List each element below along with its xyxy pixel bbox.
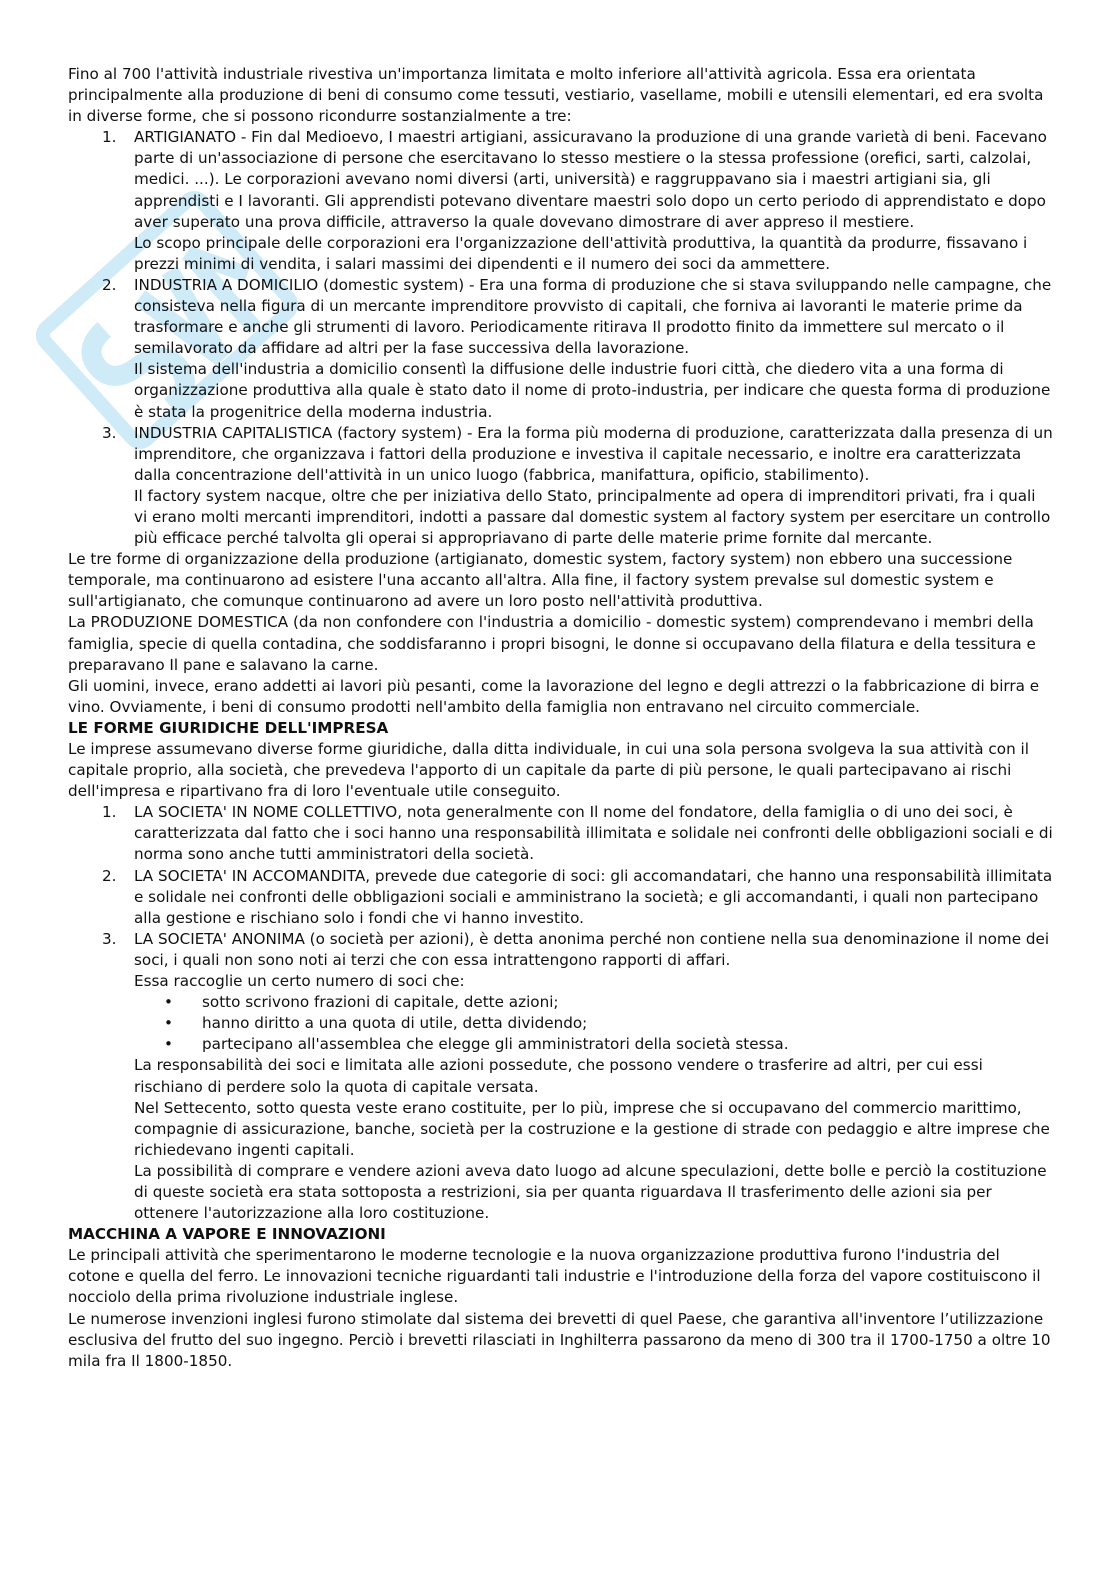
list-number: 3. bbox=[102, 929, 117, 948]
company-paragraph: LA SOCIETA' IN NOME COLLETTIVO, nota generalmente con Il nome del fondatore, della famiglia o di uno dei soci, è caratterizzata dal fatto che i soci hanno una responsabilità illimitata e solidale nei confronti delle obbligazioni sociali e di norma sono anche tutti amministratori della società. bbox=[134, 803, 1053, 864]
form-paragraph: Lo scopo principale delle corporazioni era l'organizzazione dell'attività produttiva, la quantità da produrre, fissavano i prezzi minimi di vendita, i salari massimi dei dipendenti e il numero dei soci da ammettere. bbox=[134, 233, 1028, 273]
company-type-item bbox=[68, 866, 1053, 929]
list-number: 3. bbox=[102, 423, 117, 442]
legal-intro-paragraph: Le imprese assumevano diverse forme giuridiche, dalla ditta individuale, in cui una sola persona svolgeva la sua attività con il capitale proprio, alla società, che prevedeva l'apporto di un capitale da parte di più persone, le quali partecipavano ai rischi dell'impresa e ripartivano fra di loro l'eventuale utile conseguito. bbox=[68, 740, 1029, 801]
body-paragraph: Le principali attività che sperimentarono le moderne tecnologie e la nuova organizzazione produttiva furono l'industria del cotone e quella del ferro. Le innovazioni tecniche riguardanti tali industrie e l'introduzione della forza del vapore costituiscono il nocciolo della prima rivoluzione industriale inglese. bbox=[68, 1246, 1041, 1307]
form-paragraph: Il sistema dell'industria a domicilio consentì la diffusione delle industrie fuori città, che diedero vita a una forma di organizzazione produttiva alla quale è stato dato il nome di proto-industria, per indicare che questa forma di produzione è stata la progenitrice della moderna industria. bbox=[134, 360, 1051, 421]
body-paragraph: Le tre forme di organizzazione della produzione (artigianato, domestic system, factory system) non ebbero una successione temporale, ma continuarono ad esistere l'una accanto all'altra. Alla fine, il factory system prevalse sul domestic system e sull'artigianato, che comunque continuarono ad avere un loro posto nell'attività produttiva. bbox=[68, 550, 1013, 611]
bullet-icon: • bbox=[164, 993, 173, 1012]
company-types-list bbox=[68, 802, 1053, 1224]
production-form-item bbox=[68, 275, 1053, 423]
list-number: 2. bbox=[102, 866, 117, 885]
company-paragraph: La responsabilità dei soci e limitata alle azioni possedute, che possono vendere o trasferire ad altri, per cui essi rischiano di perdere solo la quota di capitale versata. bbox=[134, 1056, 983, 1096]
body-paragraph: Le numerose invenzioni inglesi furono stimolate dal sistema dei brevetti di quel Paese, che garantiva all'inventore l’utilizzazione esclusiva del frutto del suo ingegno. Perciò i brevetti rilasciati in Inghilterra passarono da meno di 300 tra il 1700-1750 a oltre 10 mila fra Il 1800-1850. bbox=[68, 1309, 1051, 1370]
production-forms-list bbox=[68, 127, 1053, 549]
bullet-icon: • bbox=[164, 1014, 173, 1033]
section-heading-legal-forms: LE FORME GIURIDICHE DELL'IMPRESA bbox=[68, 718, 389, 737]
company-lead: Essa raccoglie un certo numero di soci che: bbox=[134, 972, 465, 991]
section-heading-steam-engine: MACCHINA A VAPORE E INNOVAZIONI bbox=[68, 1225, 386, 1244]
bullet-item bbox=[134, 992, 1053, 1013]
list-number: 1. bbox=[102, 803, 117, 822]
shareholder-rights-list bbox=[134, 992, 1053, 1055]
bullet-text: hanno diritto a una quota di utile, detta dividendo; bbox=[202, 1014, 588, 1033]
bullet-item bbox=[134, 1034, 1053, 1055]
production-form-item bbox=[68, 127, 1053, 275]
form-paragraph: Il factory system nacque, oltre che per iniziativa dello Stato, principalmente ad opera di imprenditori privati, fra i quali vi erano molti mercanti imprenditori, indotti a passare dal domestic system al factory system per esercitare un controllo più efficace perché talvolta gli operai si appropriavano di parte delle materie prime fornite dal mercante. bbox=[134, 486, 1051, 548]
form-paragraph: ARTIGIANATO - Fin dal Medioevo, I maestri artigiani, assicuravano la produzione di una grande varietà di beni. Facevano parte di un'associazione di persone che esercitavano lo stesso mestiere o la stessa professione (orefici, sarti, calzolai, medici. ...). Le corporazioni avevano nomi diversi (arti, università) e raggruppavano sia i maestri artigiani sia, gli apprendisti e I lavoranti. Gli apprendisti potevano diventare maestri solo dopo un certo periodo di apprendistato e dopo aver superato una prova difficile, attraverso la quale dovevano dimostrare di aver appreso il mestiere. bbox=[134, 128, 1047, 231]
form-paragraph: INDUSTRIA A DOMICILIO (domestic system) - Era una forma di produzione che si stava sviluppando nelle campagne, che consisteva nella figura di un mercante imprenditore provvisto di capitali, che forniva ai lavoranti le materie prime da trasformare e anche gli strumenti di lavoro. Periodicamente ritirava Il prodotto finito da immettere sul mercato o il semilavorato da affidare ad altri per la fase successiva della lavorazione. bbox=[134, 275, 1052, 358]
company-type-item bbox=[68, 929, 1053, 1224]
company-paragraph: LA SOCIETA' ANONIMA (o società per azioni), è detta anonima perché non contiene nella sua denominazione il nome dei soci, i quali non sono noti ai terzi che con essa intrattengono rapporti di affari. bbox=[134, 929, 1050, 969]
production-form-item bbox=[68, 423, 1053, 550]
body-paragraph: La PRODUZIONE DOMESTICA (da non confondere con l'industria a domicilio - domestic system) comprendevano i membri della famiglia, specie di quella contadina, che soddisfaranno i propri bisogni, le donne si occupavano della filatura e della tessitura e preparavano Il pane e salavano la carne. bbox=[68, 613, 1036, 674]
list-number: 2. bbox=[102, 275, 117, 294]
bullet-icon: • bbox=[164, 1035, 173, 1054]
form-paragraph: INDUSTRIA CAPITALISTICA (factory system) - Era la forma più moderna di produzione, caratterizzata dalla presenza di un imprenditore, che organizzava i fattori della produzione e investiva il capitale necessario, e inoltre era caratterizzata dalla concentrazione dell'attività in un unico luogo (fabbrica, manifattura, opificio, stabilimento). bbox=[134, 423, 1053, 484]
bullet-text: partecipano all'assemblea che elegge gli amministratori della società stessa. bbox=[202, 1035, 789, 1054]
company-paragraph: Nel Settecento, sotto questa veste erano costituite, per lo più, imprese che si occupavano del commercio marittimo, compagnie di assicurazione, banche, società per la costruzione e la gestione di strade con pedaggio e altre imprese che richiedevano ingenti capitali. bbox=[134, 1098, 1050, 1159]
body-paragraph: Gli uomini, invece, erano addetti ai lavori più pesanti, come la lavorazione del legno e degli attrezzi o la fabbricazione di birra e vino. Ovviamente, i beni di consumo prodotti nell'ambito della famiglia non entravano nel circuito commerciale. bbox=[68, 676, 1040, 716]
company-paragraph: LA SOCIETA' IN ACCOMANDITA, prevede due categorie di soci: gli accomandatari, che hanno una responsabilità illimitata e solidale nei confronti delle obbligazioni sociali e amministrano la società; e gli accomandanti, i quali non partecipano alla gestione e rischiano solo i fondi che vi hanno investito. bbox=[134, 866, 1053, 927]
company-paragraph: La possibilità di comprare e vendere azioni aveva dato luogo ad alcune speculazioni, dette bolle e perciò la costituzione di queste società era stata sottoposta a restrizioni, sia per quanta riguardava Il trasferimento delle azioni sia per ottenere l'autorizzazione alla loro costituzione. bbox=[134, 1161, 1047, 1223]
intro-paragraph: Fino al 700 l'attività industriale rivestiva un'importanza limitata e molto inferiore all'attività agricola. Essa era orientata principalmente alla produzione di beni di consumo come tessuti, vestiario, vasellame, mobili e utensili elementari, ed era svolta in diverse forme, che si possono ricondurre sostanzialmente a tre: bbox=[68, 65, 1044, 126]
bullet-item bbox=[134, 1013, 1053, 1034]
company-type-item bbox=[68, 802, 1053, 865]
document-body bbox=[68, 64, 1053, 1372]
list-number: 1. bbox=[102, 128, 117, 147]
bullet-text: sotto scrivono frazioni di capitale, dette azioni; bbox=[202, 993, 559, 1012]
